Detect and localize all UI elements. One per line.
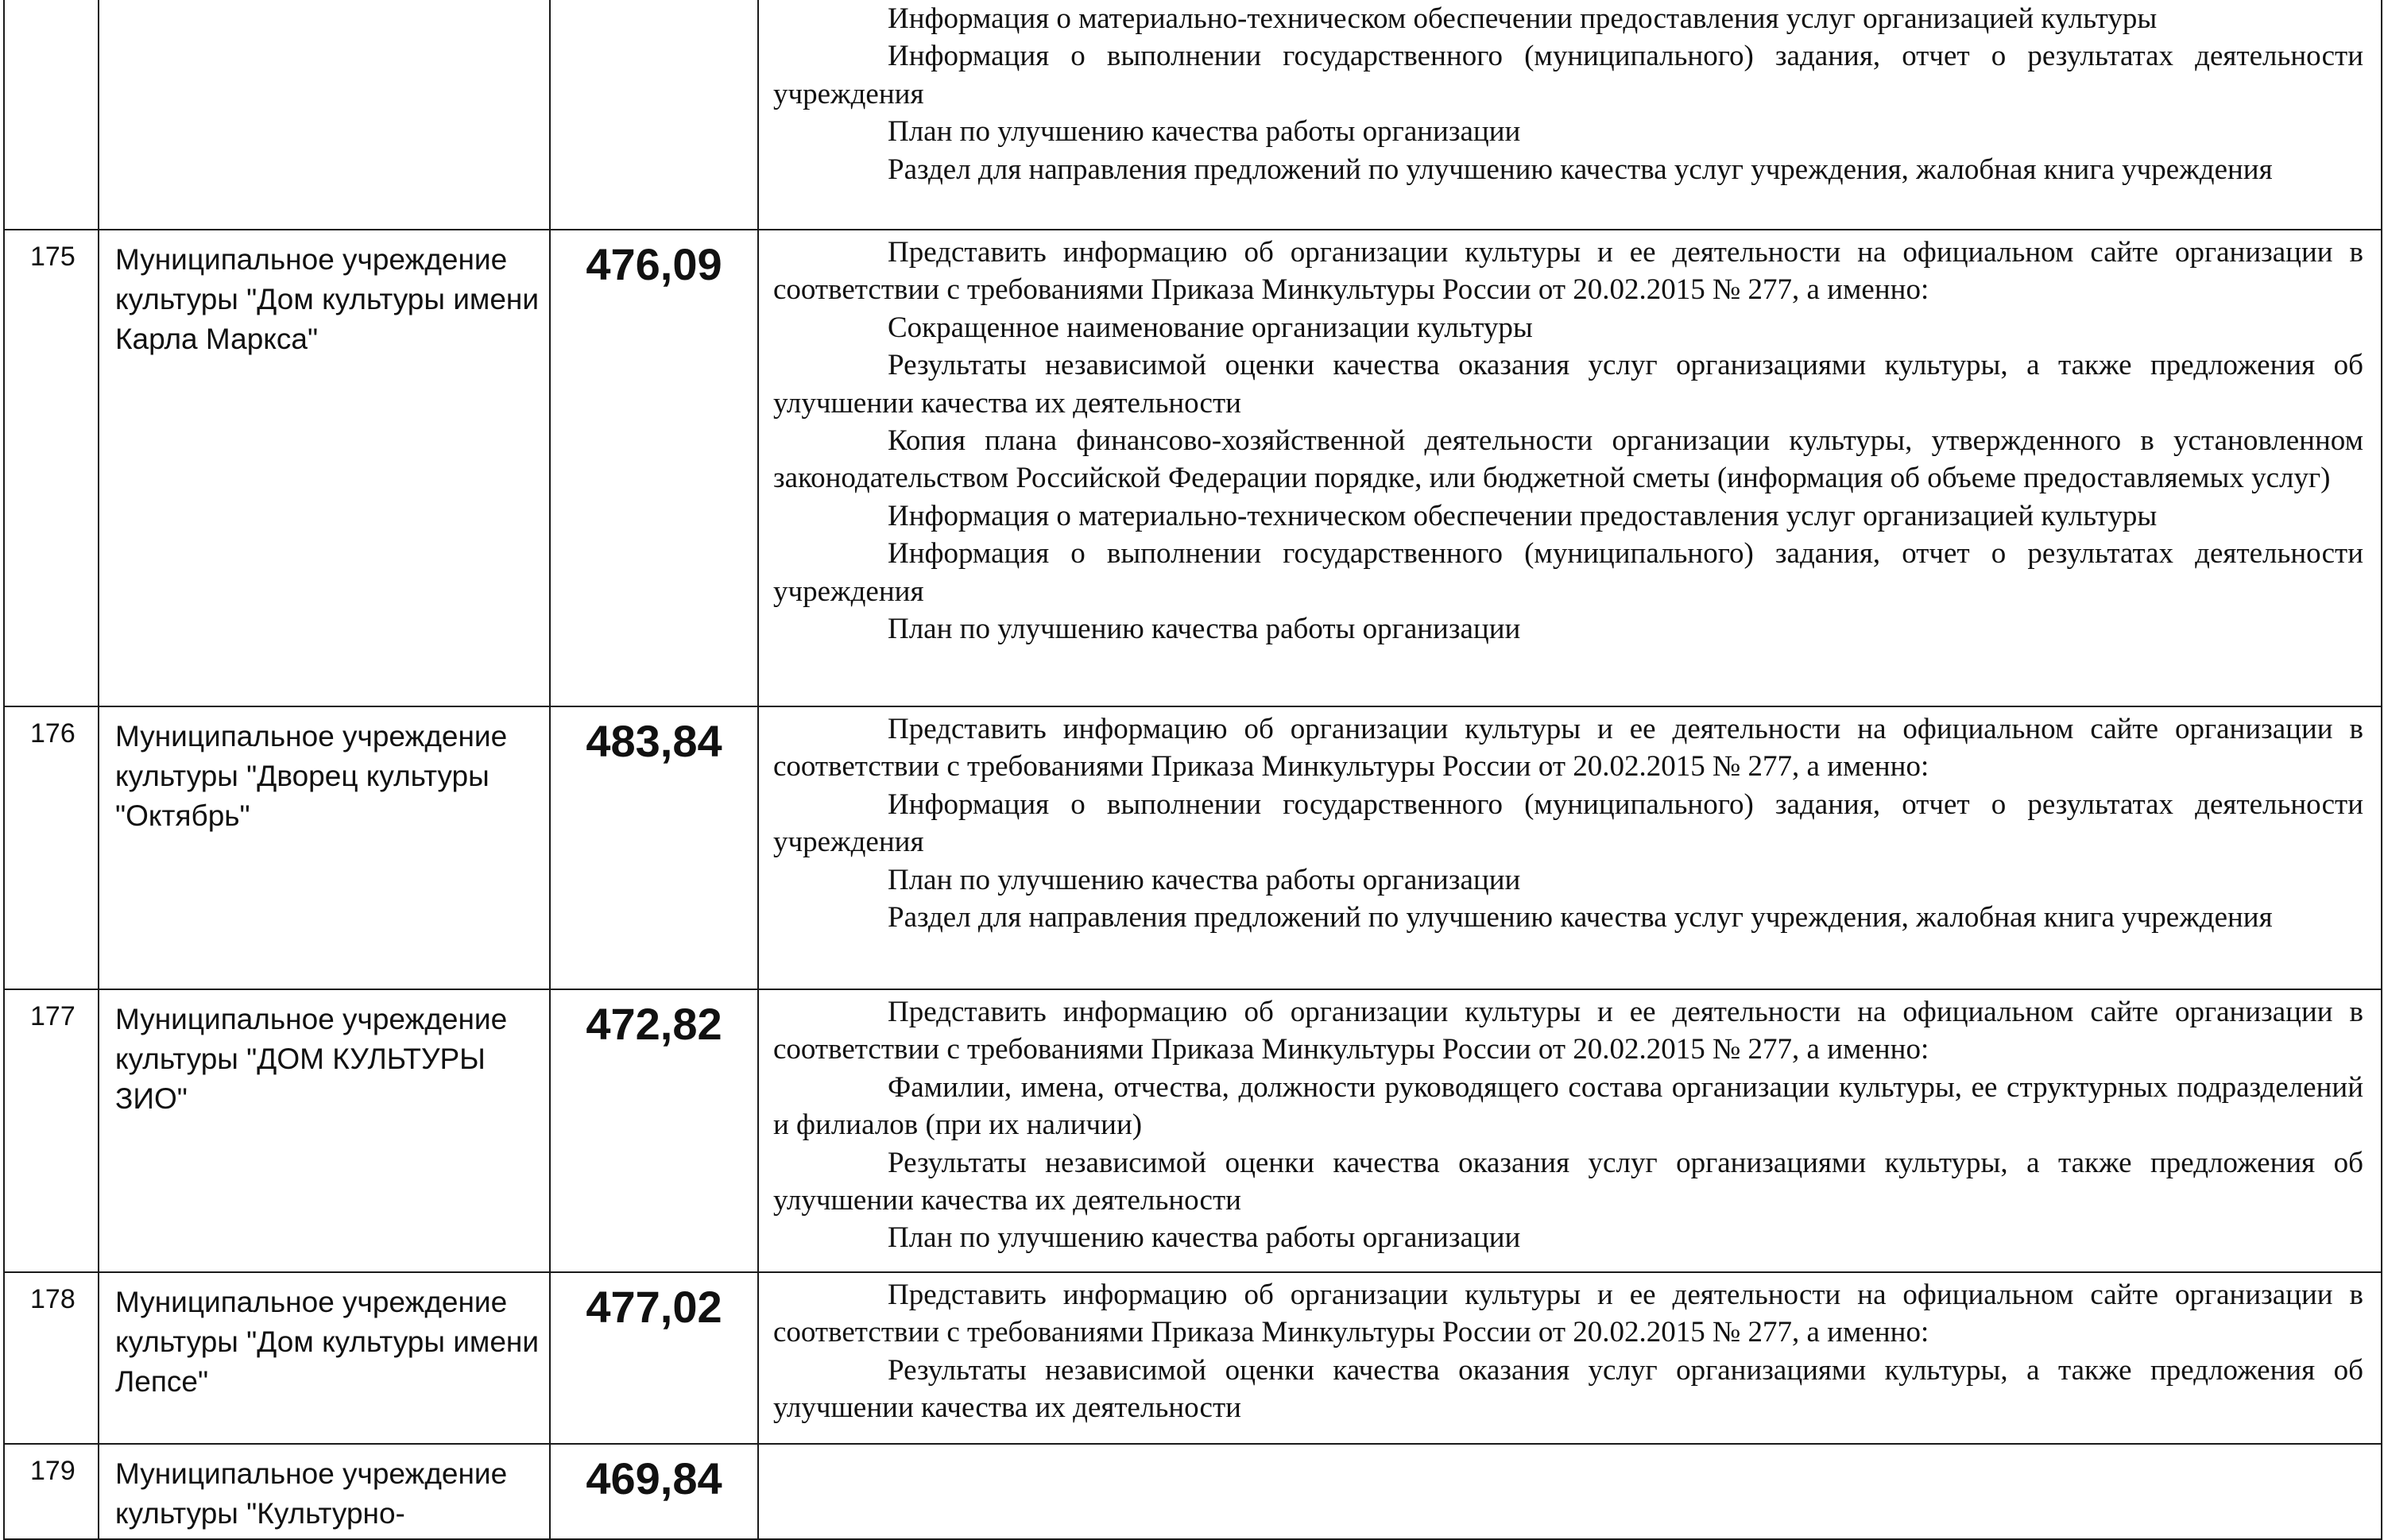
organization-name [99,0,550,230]
score-value: 469,84 [550,1444,758,1539]
recommendation-item: Копия плана финансово-хозяйственной деятельности организации культуры, утвержденного в установленном законодательством Российской Федерации порядке, или бюджетной сметы (информация об объеме предоставляемых услуг) [773,424,2363,495]
recommendation-item: Результаты независимой оценки качества оказания услуг организациями культуры, а также предложения об улучшении качества их деятельности [773,1353,2363,1425]
organization-name: Муниципальное учреждение культуры "Дворец культуры "Октябрь" [99,706,550,989]
recommendations-table [3,0,2382,1540]
recommendations-cell [758,0,2382,230]
recommendation-item: Информация о материально-техническом обеспечении предоставления услуг организацией культуры [888,499,2158,532]
score-value: 472,82 [550,989,758,1272]
recommendation-item: План по улучшению качества работы организации [888,1221,1521,1255]
recommendations-cell [758,1272,2382,1444]
recommendation-item: Раздел для направления предложений по улучшению качества услуг учреждения, жалобная книга учреждения [888,153,2273,186]
table-row [4,230,2382,706]
organization-name: Муниципальное учреждение культуры "Дом культуры имени Карла Маркса" [99,230,550,706]
score-value [550,0,758,230]
row-number [4,0,99,230]
recommendations-cell [758,1444,2382,1539]
row-number: 178 [4,1272,99,1444]
score-value: 477,02 [550,1272,758,1444]
recommendation-item: Представить информацию об организации культуры и ее деятельности на официальном сайте организации в соответствии с требованиями Приказа Минкультуры России от 20.02.2015 № 277, а именно: [773,1279,2363,1349]
recommendations-cell [758,989,2382,1272]
recommendation-item: Представить информацию об организации культуры и ее деятельности на официальном сайте организации в соответствии с требованиями Приказа Минкультуры России от 20.02.2015 № 277, а именно: [773,713,2363,784]
recommendation-item: Сокращенное наименование организации культуры [888,311,1533,344]
recommendation-item: План по улучшению качества работы организации [888,613,1521,646]
organization-name: Муниципальное учреждение культуры "ДОМ КУЛЬТУРЫ ЗИО" [99,989,550,1272]
score-value: 476,09 [550,230,758,706]
table-row [4,706,2382,989]
recommendation-item: План по улучшению качества работы организации [888,863,1521,896]
table-row [4,0,2382,230]
table-row [4,1272,2382,1444]
recommendation-item: Представить информацию об организации культуры и ее деятельности на официальном сайте организации в соответствии с требованиями Приказа Минкультуры России от 20.02.2015 № 277, а именно: [773,236,2363,307]
organization-name: Муниципальное учреждение культуры "Дом культуры имени Лепсе" [99,1272,550,1444]
recommendation-item: Результаты независимой оценки качества оказания услуг организациями культуры, а также предложения об улучшении качества их деятельности [773,349,2363,420]
recommendation-item: Результаты независимой оценки качества оказания услуг организациями культуры, а также предложения об улучшении качества их деятельности [773,1146,2363,1217]
row-number: 175 [4,230,99,706]
recommendation-item: Раздел для направления предложений по улучшению качества услуг учреждения, жалобная книга учреждения [888,901,2273,934]
recommendations-cell [758,230,2382,706]
recommendation-item: План по улучшению качества работы организации [888,115,1521,149]
recommendation-item: Информация о выполнении государственного (муниципального) задания, отчет о результатах деятельности учреждения [773,537,2363,608]
recommendation-item: Информация о выполнении государственного (муниципального) задания, отчет о результатах деятельности учреждения [773,40,2363,110]
score-value: 483,84 [550,706,758,989]
table-body [4,0,2382,1539]
table-row [4,1444,2382,1539]
row-number: 176 [4,706,99,989]
recommendation-item: Информация о выполнении государственного (муниципального) задания, отчет о результатах деятельности учреждения [773,787,2363,859]
organization-name: Муниципальное учреждение культуры "Культурно- [99,1444,550,1539]
row-number: 177 [4,989,99,1272]
recommendation-item: Информация о материально-техническом обеспечении предоставления услуг организацией культуры [888,2,2158,35]
recommendations-cell [758,706,2382,989]
row-number: 179 [4,1444,99,1539]
table-row [4,989,2382,1272]
recommendation-item: Представить информацию об организации культуры и ее деятельности на официальном сайте организации в соответствии с требованиями Приказа Минкультуры России от 20.02.2015 № 277, а именно: [773,996,2363,1066]
recommendation-item: Фамилии, имена, отчества, должности руководящего состава организации культуры, ее структурных подразделений и филиалов (при их наличии) [773,1070,2363,1142]
